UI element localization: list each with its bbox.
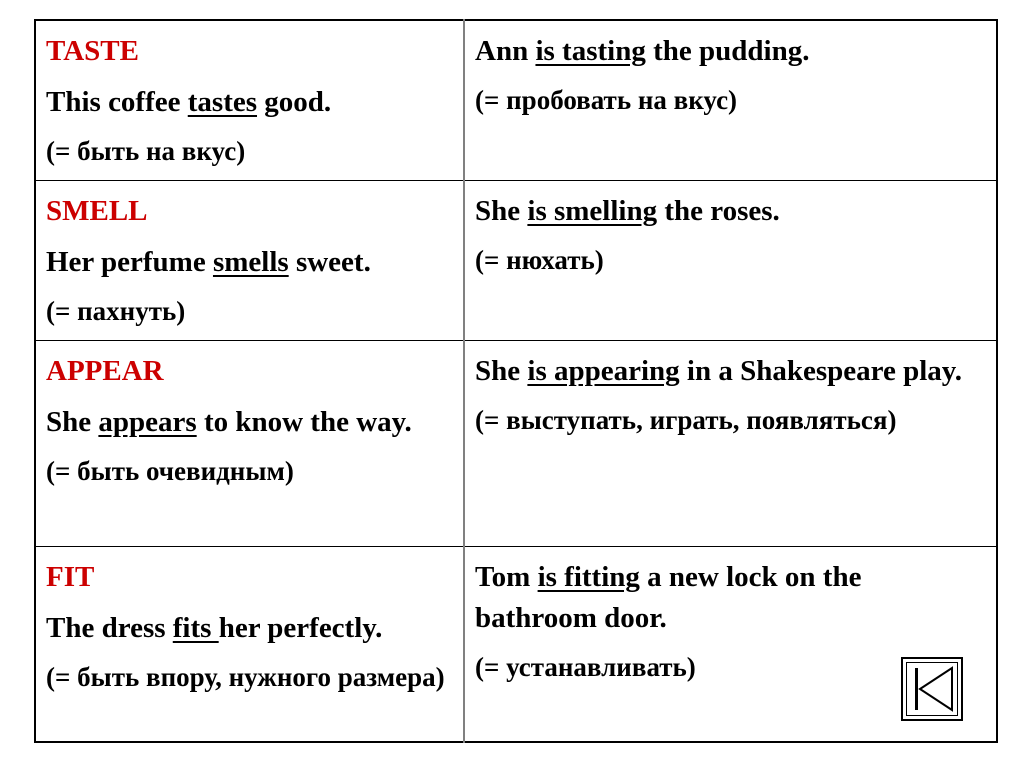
table-row [35, 181, 997, 341]
example-sentence: This coffee tastes good. [46, 86, 332, 118]
translation: (= пахнуть) [46, 296, 186, 326]
example-sentence: Ann is tasting the pudding. [475, 35, 810, 67]
highlighted-verb: tastes [187, 86, 258, 118]
example-sentence: Tom is fitting a new lock on the bathroom door. [475, 561, 862, 634]
action-verb-cell [464, 181, 997, 341]
example-sentence: Her perfume smells sweet. [46, 246, 371, 278]
translation: (= быть впору, нужного размера) [46, 662, 445, 692]
example-sentence: She is smelling the roses. [475, 195, 780, 227]
translation: (= нюхать) [475, 245, 604, 275]
verb-heading: FIT [46, 561, 95, 593]
verb-heading: APPEAR [46, 355, 164, 387]
table-row [35, 20, 997, 181]
highlighted-verb: is fitting [537, 561, 640, 593]
verb-heading: SMELL [46, 195, 148, 227]
state-verb-cell [35, 341, 464, 547]
action-verb-cell [464, 341, 997, 547]
state-verb-cell [35, 181, 464, 341]
example-sentence: She is appearing in a Shakespeare play. [475, 355, 962, 387]
translation: (= устанавливать) [475, 652, 696, 682]
verb-comparison-table [34, 19, 998, 743]
translation: (= выступать, играть, появляться) [475, 405, 897, 435]
highlighted-verb: is appearing [527, 355, 680, 387]
verb-heading: TASTE [46, 35, 139, 67]
example-sentence: The dress fits her perfectly. [46, 612, 383, 644]
highlighted-verb: is smelling [527, 195, 658, 227]
table-row [35, 547, 997, 742]
highlighted-verb: fits [172, 612, 219, 644]
translation: (= пробовать на вкус) [475, 85, 738, 115]
state-verb-cell [35, 20, 464, 181]
table-row [35, 341, 997, 547]
highlighted-verb: smells [212, 246, 289, 278]
state-verb-cell [35, 547, 464, 742]
first-slide-button[interactable] [901, 657, 963, 721]
example-sentence: She appears to know the way. [46, 406, 412, 438]
translation: (= быть на вкус) [46, 136, 246, 166]
action-verb-cell [464, 20, 997, 181]
highlighted-verb: is tasting [535, 35, 646, 67]
translation: (= быть очевидным) [46, 456, 294, 486]
skip-to-first-icon [903, 659, 961, 719]
highlighted-verb: appears [98, 406, 197, 438]
